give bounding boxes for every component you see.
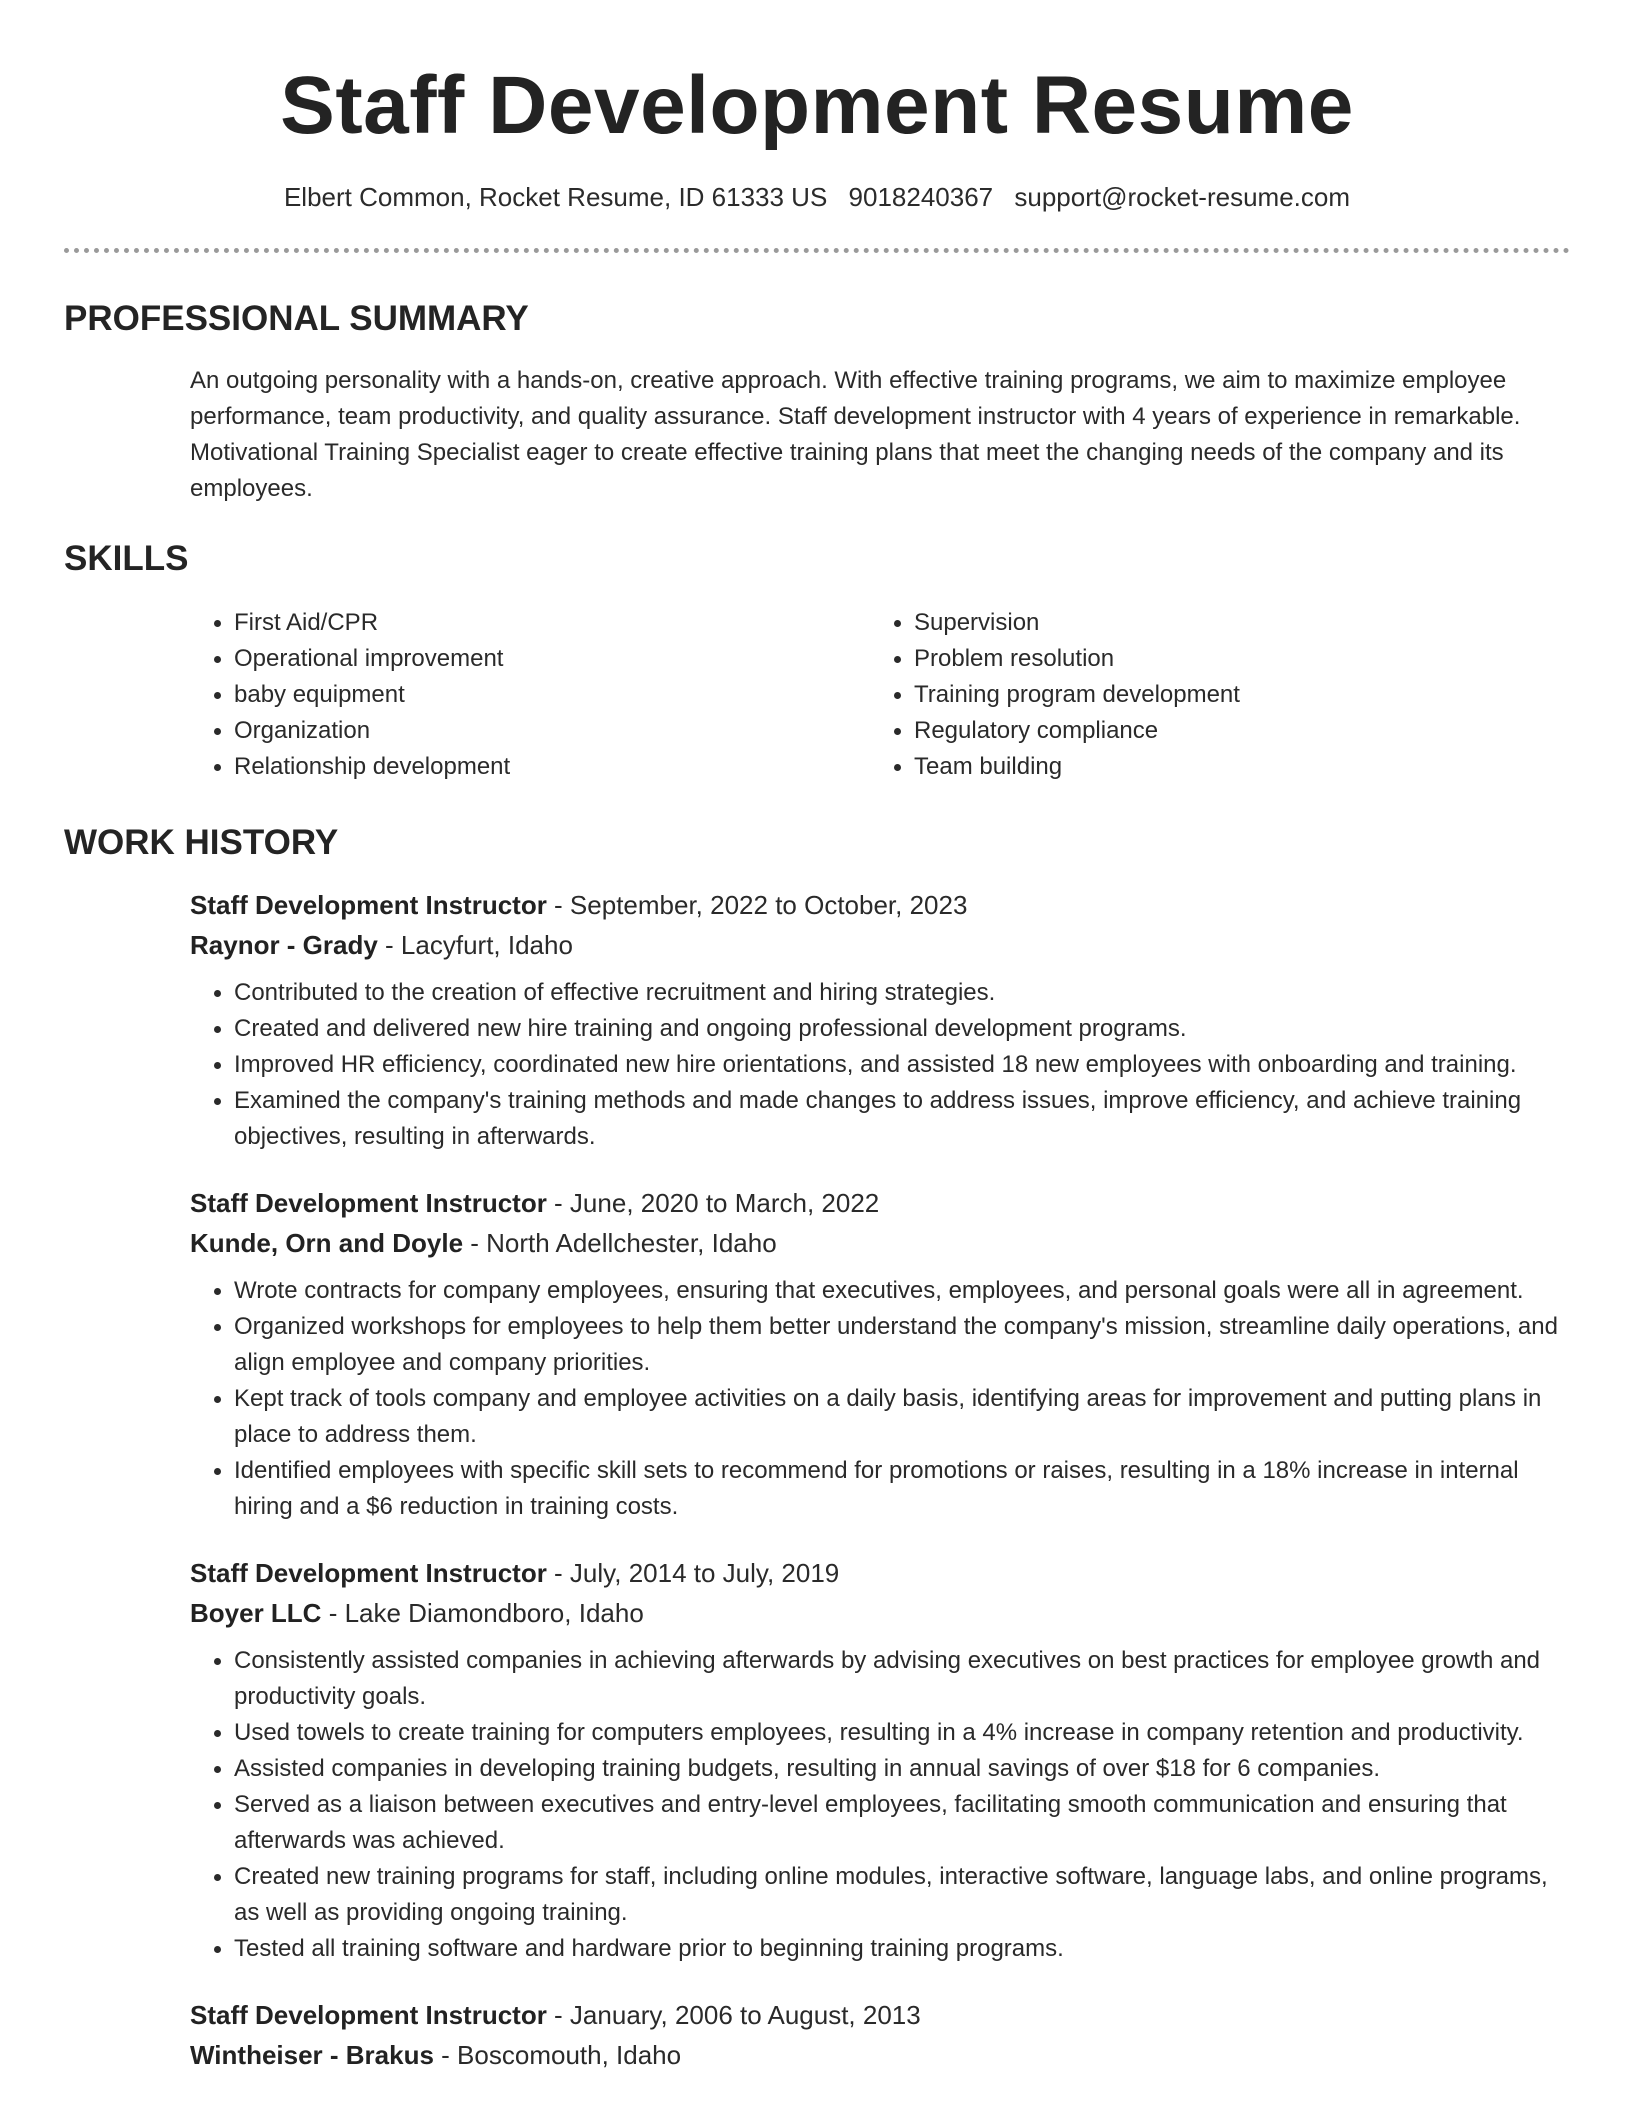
skills-list [190,605,1570,785]
skill-item: • Organization [234,713,870,749]
job-bullet: • Organized workshops for employees to help them better understand the company's mission, streamline daily operations, and align employee and company priorities. [234,1309,1570,1381]
job-location: - North Adellchester, Idaho [463,1228,777,1258]
header-divider [64,248,1570,253]
resume-name: Staff Development Resume [280,60,1354,151]
job-title: Staff Development Instructor [190,2000,547,2030]
job-title: Staff Development Instructor [190,1558,547,1588]
job-entry [190,1183,1570,1525]
summary-heading: PROFESSIONAL SUMMARY [64,299,529,338]
job-dates: - January, 2006 to August, 2013 [546,2000,921,2030]
skill-item: • Regulatory compliance [914,713,1550,749]
job-title-line [190,885,1570,925]
job-dates: - September, 2022 to October, 2023 [546,890,968,920]
summary-text: An outgoing personality with a hands-on, creative approach. With effective training programs, we aim to maximize employee performance, team productivity, and quality assurance. Staff development instructor with 4 years of experience in remarkable. Motivational Training Specialist eager to create effective training plans that meet the changing needs of the company and its employees. [190,367,1521,502]
job-company: Wintheiser - Brakus [190,2040,434,2070]
job-bullet: • Created and delivered new hire training and ongoing professional development programs. [234,1011,1570,1047]
job-bullet: • Identified employees with specific skill sets to recommend for promotions or raises, resulting in a 18% increase in internal hiring and a $6 reduction in training costs. [234,1453,1570,1525]
job-title-line [190,1183,1570,1223]
work-history-list [190,885,1570,2075]
skill-item: • Team building [914,749,1550,785]
job-title-line [190,1995,1570,2035]
skill-item: • Relationship development [234,749,870,785]
job-dates: - July, 2014 to July, 2019 [546,1558,840,1588]
job-bullet: • Assisted companies in developing training budgets, resulting in annual savings of over $18 for 6 companies. [234,1751,1570,1787]
work-history-heading: WORK HISTORY [64,823,339,862]
job-bullet: • Used towels to create training for computers employees, resulting in a 4% increase in company retention and productivity. [234,1715,1570,1751]
job-entry [190,1995,1570,2075]
job-company: Raynor - Grady [190,930,378,960]
skill-item: • Problem resolution [914,641,1550,677]
job-bullet: • Created new training programs for staff, including online modules, interactive software, language labs, and online programs, as well as providing ongoing training. [234,1859,1570,1931]
skills-heading: SKILLS [64,539,189,578]
job-bullets [190,975,1570,1155]
job-title: Staff Development Instructor [190,1188,547,1218]
job-bullet: • Wrote contracts for company employees, ensuring that executives, employees, and personal goals were all in agreement. [234,1273,1570,1309]
skill-item: • Supervision [914,605,1550,641]
job-dates: - June, 2020 to March, 2022 [546,1188,880,1218]
skill-item: • Operational improvement [234,641,870,677]
job-company: Boyer LLC [190,1598,322,1628]
job-bullet: • Improved HR efficiency, coordinated new hire orientations, and assisted 18 new employees with onboarding and training. [234,1047,1570,1083]
job-bullet: • Kept track of tools company and employee activities on a daily basis, identifying areas for improvement and putting plans in place to address them. [234,1381,1570,1453]
job-company: Kunde, Orn and Doyle [190,1228,464,1258]
job-location: - Lacyfurt, Idaho [377,930,573,960]
job-company-line [190,1593,1570,1633]
skill-item: • First Aid/CPR [234,605,870,641]
job-company-line [190,1223,1570,1263]
job-company-line [190,925,1570,965]
job-bullet: • Tested all training software and hardware prior to beginning training programs. [234,1931,1570,1967]
job-bullet: • Served as a liaison between executives and entry-level employees, facilitating smooth communication and ensuring that afterwards was achieved. [234,1787,1570,1859]
job-bullet: • Contributed to the creation of effective recruitment and hiring strategies. [234,975,1570,1011]
job-company-line [190,2035,1570,2075]
contact-line [64,180,1570,214]
job-title: Staff Development Instructor [190,890,547,920]
skills-column-right [870,605,1550,785]
job-bullets [190,1643,1570,1967]
job-entry [190,885,1570,1155]
job-bullets [190,1273,1570,1525]
skills-column-left [190,605,870,785]
job-title-line [190,1553,1570,1593]
contact-address: Elbert Common, Rocket Resume, ID 61333 US [283,182,828,212]
job-entry [190,1553,1570,1967]
job-bullet: • Consistently assisted companies in achieving afterwards by advising executives on best practices for employee growth and productivity goals. [234,1643,1570,1715]
skill-item: • Training program development [914,677,1550,713]
job-bullet: • Examined the company's training methods and made changes to address issues, improve efficiency, and achieve training objectives, resulting in afterwards. [234,1083,1570,1155]
contact-email: support@rocket-resume.com [1014,182,1351,212]
skill-item: • baby equipment [234,677,870,713]
contact-phone: 9018240367 [848,182,994,212]
job-location: - Boscomouth, Idaho [433,2040,682,2070]
job-location: - Lake Diamondboro, Idaho [321,1598,644,1628]
resume-page [64,0,1570,2075]
